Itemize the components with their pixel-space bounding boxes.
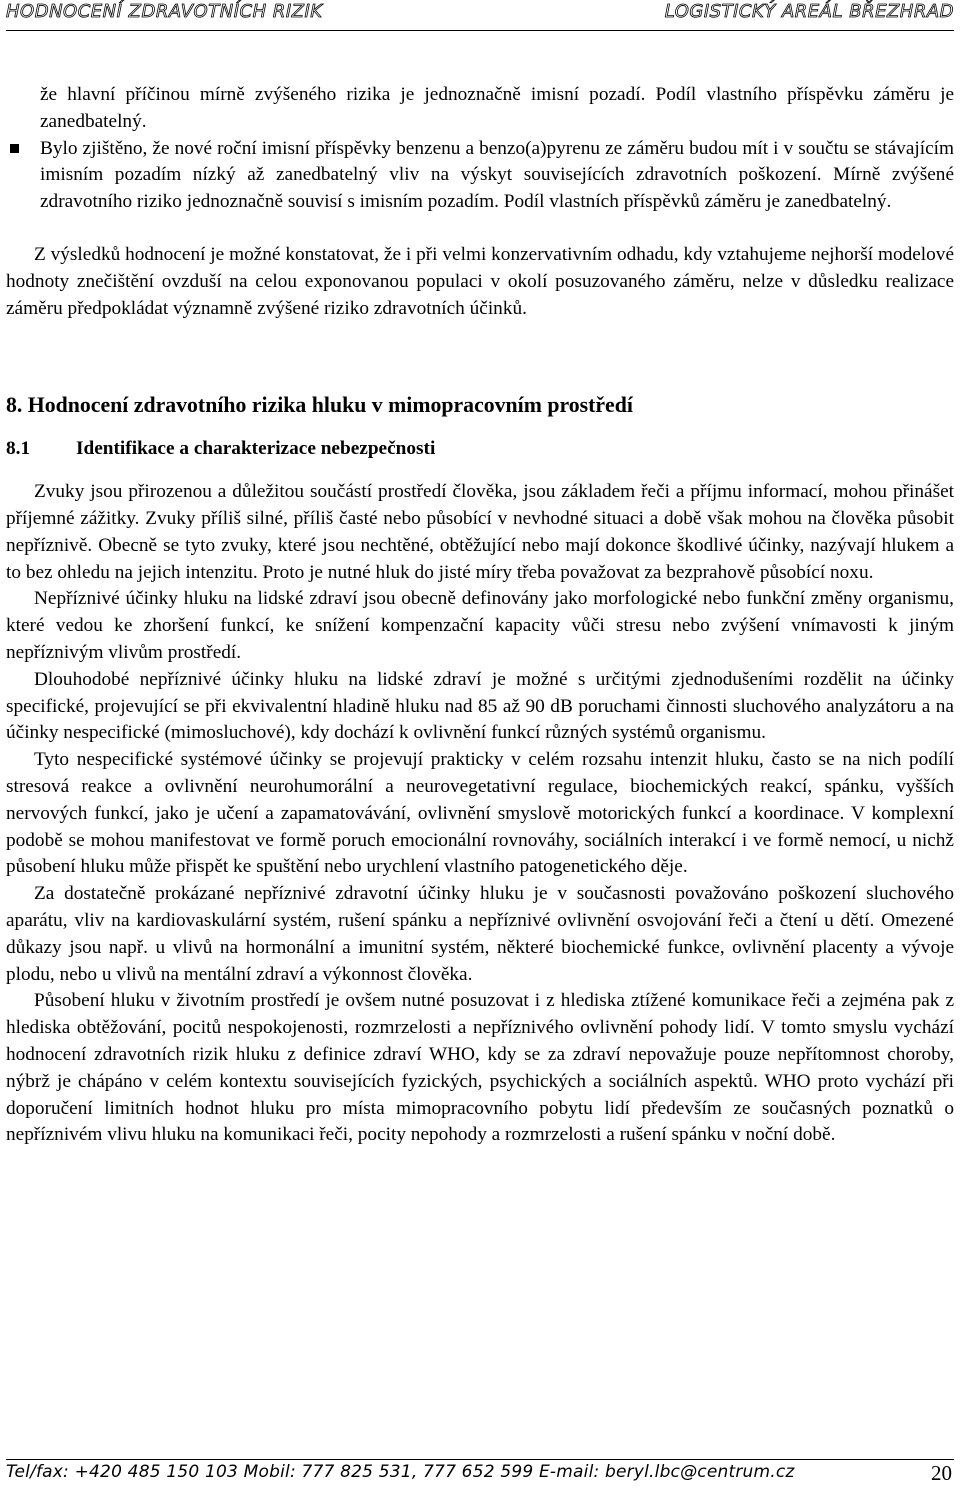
- header-rule: [6, 30, 954, 31]
- paragraph-2: Nepříznivé účinky hluku na lidské zdraví jsou obecně definovány jako morfologické nebo funkční změny organismu, které vedou ke zhoršení funkcí, ke snížení kompenzační kapacity vůči stresu nebo zvýšení vnímavosti k jiným nepříznivým vlivům prostředí.: [6, 588, 954, 663]
- paragraph-5: Za dostatečně prokázané nepříznivé zdravotní účinky hluku je v současnosti považováno poškození sluchového aparátu, vliv na kardiovaskulární systém, rušení spánku a nepříznivé ovlivnění osvojování řeči a čtení u dětí. Omezené důkazy jsou např. u vlivů na hormonální a imunitní systém, některé biochemické funkce, ovlivnění placenty a vývoje plodu, nebo u vlivů na mentální zdraví a výkonnost člověka.: [6, 883, 954, 985]
- subsection-title: Identifikace a charakterizace nebezpečnosti: [76, 438, 436, 460]
- bullet-continuation: že hlavní příčinou mírně zvýšeného rizika je jednoznačně imisní pozadí. Podíl vlastního příspěvku záměru je zanedbatelný.: [40, 84, 954, 132]
- square-bullet-icon: [10, 144, 19, 153]
- paragraph-6: Působení hluku v životním prostředí je ovšem nutné posuzovat i z hlediska ztížené komunikace řeči a zejména pak z hlediska obtěžování, pocitů nespokojenosti, rozmrzelosti a nepříznivého ovlivnění pohody lidí. V tomto smyslu vychází hodnocení zdravotních rizik hluku z definice zdraví WHO, kdy se za zdraví nepovažuje pouze nepřítomnost choroby, nýbrž je chápáno v celém kontextu souvisejících fyzických, psychických a sociálních aspektů. WHO proto vychází při doporučení limitních hodnot hluku pro místa mimopracovního pobytu lidí především ze současných poznatků o nepříznivém vlivu hluku na komunikaci řeči, pocity nepohody a rozmrzelosti a rušení spánku v noční době.: [6, 990, 954, 1146]
- section-heading: 8. Hodnocení zdravotního rizika hluku v mimopracovním prostředí: [6, 393, 633, 418]
- footer-rule: [6, 1459, 954, 1460]
- subsection-number: 8.1: [6, 438, 31, 460]
- page-number: 20: [931, 1461, 952, 1485]
- page-footer: [6, 1459, 954, 1489]
- page-body: [6, 82, 954, 1149]
- paragraph-3: Dlouhodobé nepříznivé účinky hluku na lidské zdraví je možné s určitými zjednodušeními rozdělit na účinky specifické, projevující se při ekvivalentní hladině hluku nad 85 až 90 dB poruchami činnosti sluchového analyzátoru a na účinky nespecifické (mimosluchové), kdy dochází k ovlivnění funkcí různých systémů organismu.: [6, 668, 954, 744]
- conclusion-paragraph: Z výsledků hodnocení je možné konstatovat, že i při velmi konzervativním odhadu, kdy vztahujeme nejhorší modelové hodnoty znečištění ovzduší na celou exponovanou populaci v okolí posuzovaného záměru, nelze v důsledku realizace záměru předpokládat významně zvýšené riziko zdravotních účinků.: [6, 243, 954, 319]
- bullet-item: [6, 136, 954, 216]
- bullet-text: Bylo zjištěno, že nové roční imisní příspěvky benzenu a benzo(a)pyrenu ze záměru budou mít i v součtu se stávajícím imisním pozadím nízký až zanedbatelný vliv na výskyt souvisejících zdravotních poškození. Mírně zvýšené zdravotního riziko jednoznačně souvisí s imisním pozadím. Podíl vlastních příspěvků záměru je zanedbatelný.: [40, 137, 954, 213]
- subsection-heading: [6, 436, 954, 463]
- page-header: [6, 0, 954, 34]
- paragraph-4: Tyto nespecifické systémové účinky se projevují prakticky v celém rozsahu intenzit hluku, často se na nich podílí stresová reakce a ovlivnění neurohumorální a neurovegetativní regulace, biochemických reakcí, spánku, vyšších nervových funkcí, jako je učení a zapamatovávání, ovlivnění smyslově motorických funkcí a koordinace. V komplexní podobě se mohou manifestovat ve formě poruch emocionální rovnováhy, sociálních interakcí i ve formě nemocí, u nichž působení hluku může přispět ke spuštění nebo urychlení vlastního patogenetického děje.: [6, 749, 954, 878]
- paragraph-1: Zvuky jsou přirozenou a důležitou součástí prostředí člověka, jsou základem řeči a příjmu informací, mohou přinášet příjemné zážitky. Zvuky příliš silné, příliš časté nebo působící v nevhodné situaci a době však mohou na člověka působit nepříznivě. Obecně se tyto zvuky, které jsou nechtěné, obtěžující nebo mají dokonce škodlivé účinky, nazývají hlukem a to bez ohledu na jejich intenzitu. Proto je nutné hluk do jisté míry třeba považovat za bezprahově působící noxu.: [6, 481, 954, 583]
- header-title-right: LOGISTICKÝ AREÁL BŘEZHRAD: [664, 1, 954, 22]
- header-title-left: HODNOCENÍ ZDRAVOTNÍCH RIZIK: [6, 1, 323, 22]
- footer-contact: Tel/fax: +420 485 150 103 Mobil: 777 825 531, 777 652 599 E-mail: beryl.lbc@centrum.cz: [6, 1462, 795, 1482]
